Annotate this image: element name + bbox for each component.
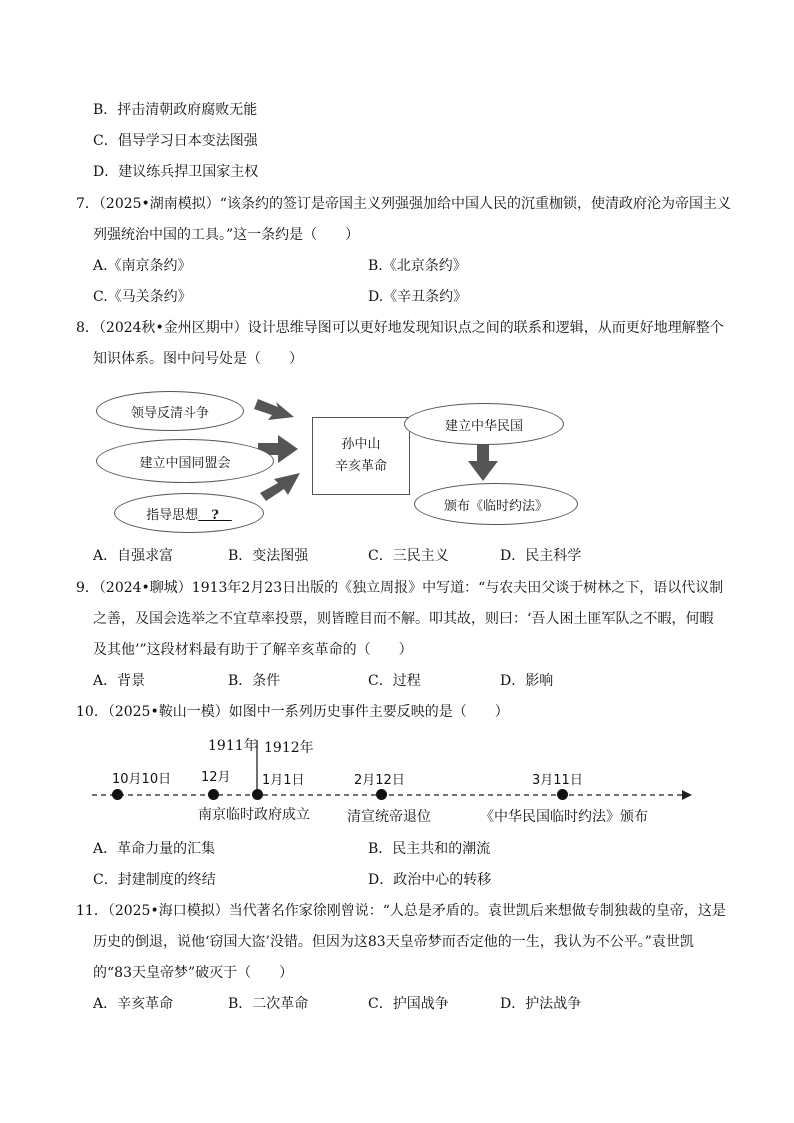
bubble-roc-founded (404, 403, 564, 445)
bubble-guiding-thought-label: 指导思想 (146, 507, 199, 523)
q11-option-c: C．护国战争 (368, 996, 449, 1012)
q11-option-b: B．二次革命 (228, 996, 309, 1012)
q7-stem-line1: 7．（2025•湖南模拟）“该条约的签订是帝国主义列强强加给中国人民的沉重枷锁，使清政府沦为帝国主义 (76, 196, 731, 212)
center-box-line2: 辛亥革命 (334, 459, 387, 474)
q8-option-c: C．三民主义 (368, 548, 449, 564)
bubble-provisional-constitution-label: 颁布《临时约法》 (443, 498, 548, 514)
timeline (88, 732, 708, 832)
q9-option-c: C．过程 (368, 673, 421, 689)
bubble-roc-founded-label: 建立中华民国 (444, 418, 523, 434)
q10-option-a: A．革命力量的汇集 (93, 841, 216, 857)
q6-option-d: D．建议练兵捍卫国家主权 (93, 164, 259, 180)
date-oct-10: 10月10日 (112, 772, 172, 787)
bubble-tongmenghui-label: 建立中国同盟会 (139, 455, 231, 471)
timeline-dot-feb-12 (376, 789, 387, 800)
q9-stem-line3: 及其他’”这段材料最有助于了解辛亥革命的（ ） (93, 642, 413, 658)
q9-stem-line1: 9．（2024•聊城）1913年2月23日出版的《独立周报》中写道：“与农夫田父谈于树林之下，语以代议制 (76, 580, 724, 596)
timeline-dot-dec (208, 789, 219, 800)
year-1911-label: 1911年 (208, 738, 258, 754)
bubble-tongmenghui (96, 439, 274, 483)
q10-option-d: D．政治中心的转移 (368, 872, 492, 888)
q10-option-c: C．封建制度的终结 (93, 872, 216, 888)
date-jan-1: 1月1日 (262, 773, 305, 788)
mind-map (88, 385, 608, 535)
q7-option-d: D.《辛丑条约》 (368, 289, 468, 305)
date-mar-11: 3月11日 (532, 773, 583, 788)
date-feb-12: 2月12日 (354, 773, 405, 788)
timeline-arrowhead (682, 790, 692, 800)
q8-option-b: B．变法图强 (228, 548, 309, 564)
arrow-right-3 (260, 473, 300, 501)
q11-stem-line3: 的“83天皇帝梦”破灭于（ ） (93, 965, 294, 981)
q9-stem-line2: 之善，及国会选举之不宜草率投票，则皆瞠目而不解。叩其故，则曰：‘吾人困土匪军队之不暇，何暇 (93, 611, 714, 627)
q9-option-d: D．影响 (500, 673, 554, 689)
event-provisional-constitution: 《中华民国临时约法》颁布 (480, 809, 648, 825)
q6-option-c: C．倡导学习日本变法图强 (93, 133, 258, 149)
q9-option-b: B．条件 (228, 673, 281, 689)
q7-option-b: B.《北京条约》 (368, 258, 467, 274)
q10-option-b: B．民主共和的潮流 (368, 841, 491, 857)
q8-option-a: A．自强求富 (93, 548, 174, 564)
q11-option-d: D．护法战争 (500, 996, 582, 1012)
center-box-line1: 孙中山 (341, 437, 381, 452)
year-1912-label: 1912年 (264, 740, 314, 756)
timeline-dot-jan-1 (252, 789, 263, 800)
q11-stem-line1: 11．（2025•海口模拟）当代著名作家徐刚曾说：“人总是矛盾的。袁世凯后来想做专制独裁的皇帝，这是 (76, 903, 726, 919)
q7-option-c: C.《马关条约》 (93, 289, 192, 305)
arrow-down (468, 443, 498, 481)
q9-option-a: A．背景 (93, 673, 146, 689)
timeline-dot-oct-10 (112, 789, 123, 800)
q8-option-d: D．民主科学 (500, 548, 582, 564)
q11-stem-line2: 历史的倒退，说他‘窃国大盗’没错。但因为这83天皇帝梦而否定他的一生，我认为不公平。”袁世凯 (93, 934, 694, 950)
bubble-guiding-thought (114, 493, 264, 533)
bubble-provisional-constitution (414, 483, 578, 525)
timeline-dot-mar-11 (557, 789, 568, 800)
q11-option-a: A．辛亥革命 (93, 996, 174, 1012)
bubble-lead-anti-qing (96, 391, 244, 431)
center-box-sun-yatsen (312, 417, 410, 495)
event-nanjing-government: 南京临时政府成立 (198, 807, 310, 823)
q7-stem-line2: 列强统治中国的工具。”这一条约是（ ） (93, 227, 360, 243)
event-emperor-abdicates: 清宣统帝退位 (347, 809, 431, 825)
q8-stem-line2: 知识体系。图中问号处是（ ） (93, 351, 303, 367)
bubble-lead-anti-qing-label: 领导反清斗争 (130, 405, 209, 421)
q10-stem-line1: 10．（2025•鞍山一模）如图中一系列历史事件主要反映的是（ ） (76, 704, 509, 720)
q6-option-b: B．抨击清朝政府腐败无能 (93, 102, 258, 118)
date-dec: 12月 (201, 770, 231, 785)
q7-option-a: A.《南京条约》 (93, 258, 192, 274)
question-mark-blank: ? (198, 507, 232, 523)
q8-stem-line1: 8．（2024秋•金州区期中）设计思维导图可以更好地发现知识点之间的联系和逻辑，从而更好地理解整个 (76, 320, 724, 336)
arrow-right-1 (254, 399, 294, 420)
